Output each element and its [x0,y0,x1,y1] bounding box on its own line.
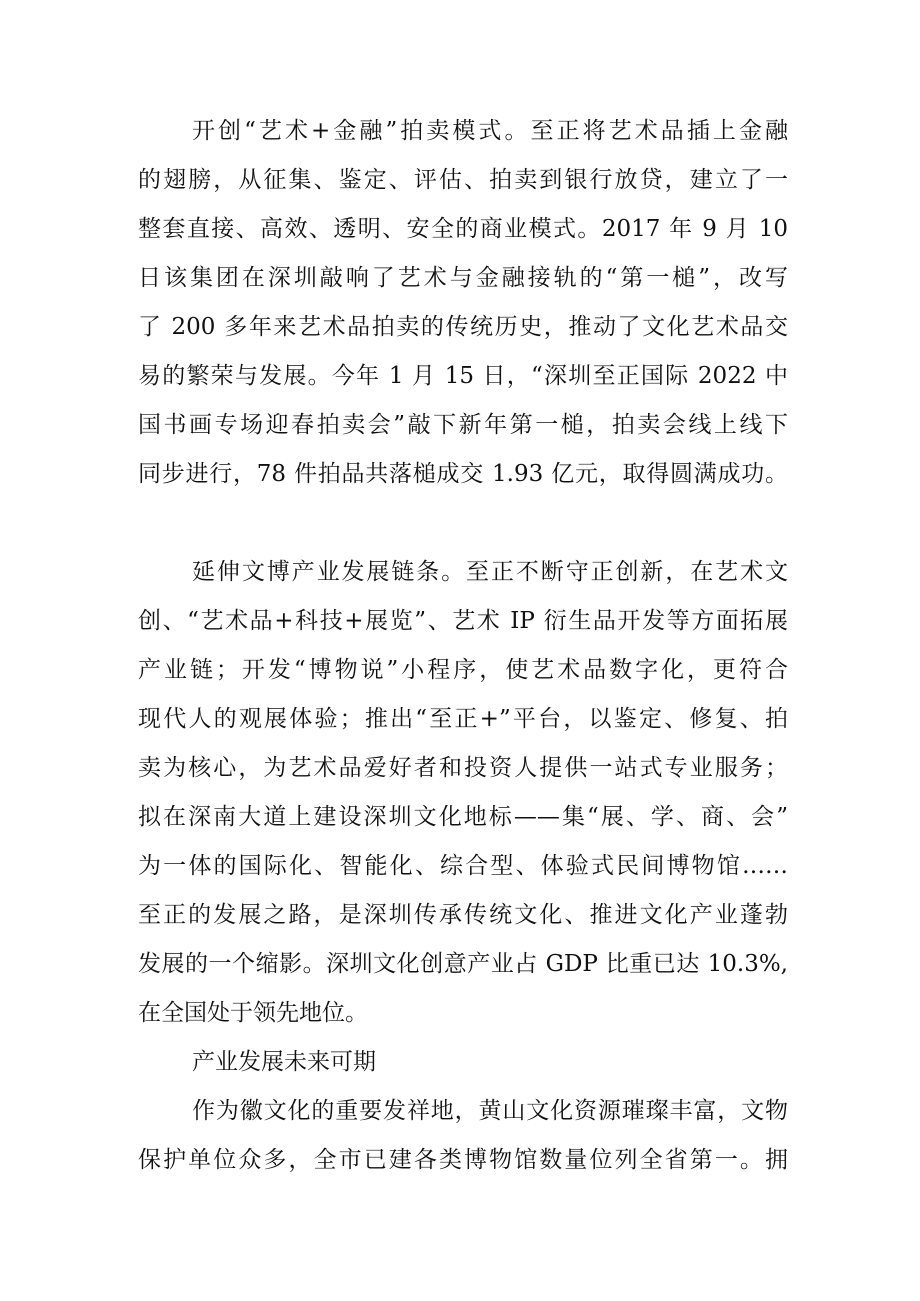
paragraph-2-line-2: 创、“艺术品+科技+展览”、艺术 IP 衍生品开发等方面拓展 [138,608,788,634]
paragraph-3-line-1: 作为徽文化的重要发祥地，黄山文化资源璀璨丰富，文物 [192,1098,788,1124]
paragraph-3-line-2: 保护单位众多，全市已建各类博物馆数量位列全省第一。拥 [138,1147,788,1173]
paragraph-1-line-1: 开创“艺术+金融”拍卖模式。至正将艺术品插上金融 [192,118,788,144]
paragraph-2-line-1: 延伸文博产业发展链条。至正不断守正创新，在艺术文 [192,559,788,585]
paragraph-1-line-8: 同步进行，78 件拍品共落槌成交 1.93 亿元，取得圆满成功。 [138,461,788,487]
paragraph-1-line-3: 整套直接、高效、透明、安全的商业模式。2017 年 9 月 10 [138,216,788,242]
paragraph-1-line-6: 易的繁荣与发展。今年 1 月 15 日，“深圳至正国际 2022 中 [138,363,788,389]
section-heading: 产业发展未来可期 [192,1049,376,1075]
paragraph-1-line-4: 日该集团在深圳敲响了艺术与金融接轨的“第一槌”，改写 [138,265,788,291]
paragraph-1-line-2: 的翅膀，从征集、鉴定、评估、拍卖到银行放贷，建立了一 [138,167,788,193]
paragraph-2-line-9: 发展的一个缩影。深圳文化创意产业占 GDP 比重已达 10.3%, [138,951,788,977]
paragraph-2-line-4: 现代人的观展体验；推出“至正+”平台，以鉴定、修复、拍 [138,706,788,732]
paragraph-2-line-6: 拟在深南大道上建设深圳文化地标——集“展、学、商、会” [138,804,788,830]
paragraph-1-line-5: 了 200 多年来艺术品拍卖的传统历史，推动了文化艺术品交 [138,314,788,340]
paragraph-2-line-3: 产业链；开发“博物说”小程序，使艺术品数字化，更符合 [138,657,788,683]
paragraph-2-line-5: 卖为核心，为艺术品爱好者和投资人提供一站式专业服务； [138,755,788,781]
paragraph-2-line-8: 至正的发展之路，是深圳传承传统文化、推进文化产业蓬勃 [138,902,788,928]
paragraph-2-line-10: 在全国处于领先地位。 [138,1000,368,1026]
paragraph-2-line-7: 为一体的国际化、智能化、综合型、体验式民间博物馆…… [138,853,788,879]
paragraph-1-line-7: 国书画专场迎春拍卖会”敲下新年第一槌，拍卖会线上线下 [138,412,788,438]
